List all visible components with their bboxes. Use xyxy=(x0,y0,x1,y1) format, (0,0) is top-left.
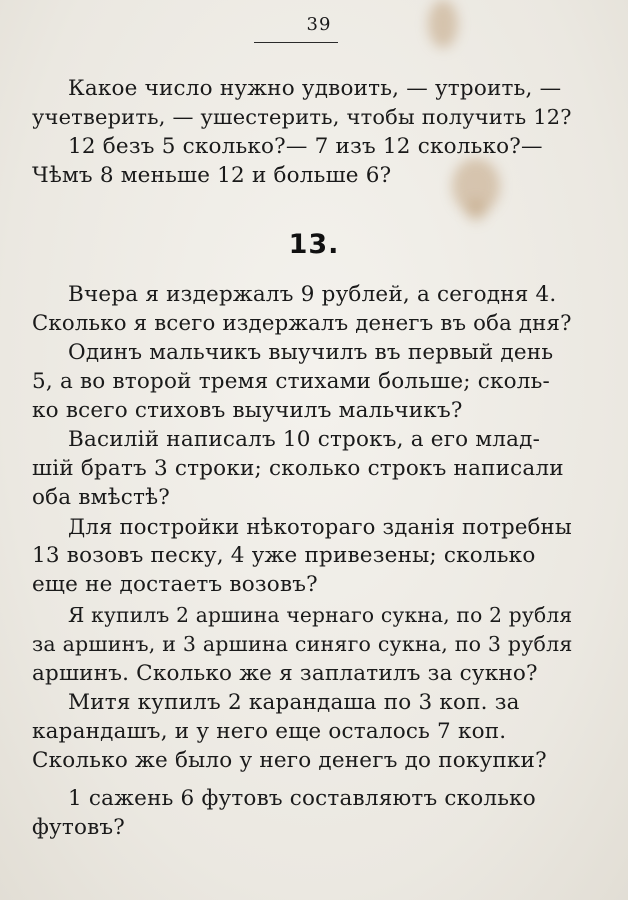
text-line: футовъ? xyxy=(32,815,126,840)
text-line: Сколько я всего издержалъ денегъ въ оба дня? xyxy=(32,311,572,336)
text-line: Василій написалъ 10 строкъ, а его млад- xyxy=(68,427,541,452)
text-line: 12 безъ 5 сколько?— 7 изъ 12 сколько?— xyxy=(68,134,543,159)
text-line: Одинъ мальчикъ выучилъ въ первый день xyxy=(68,340,554,365)
text-line: Вчера я издержалъ 9 рублей, а сегодня 4. xyxy=(68,282,557,307)
text-line: Для постройки нѣкотораго зданія потребны xyxy=(68,514,572,539)
text-line: 13 возовъ песку, 4 уже привезены; сколько xyxy=(32,543,536,568)
text-line: еще не достаетъ возовъ? xyxy=(32,572,318,597)
text-line: Я купилъ 2 аршина чернаго сукна, по 2 рубля xyxy=(68,603,573,627)
text-line: карандашъ, и у него еще осталось 7 коп. xyxy=(32,719,507,744)
text-line: Митя купилъ 2 карандаша по 3 коп. за xyxy=(68,690,520,715)
text-line: за аршинъ, и 3 аршина синяго сукна, по 3 рубля xyxy=(32,632,573,656)
text-line: 1 сажень 6 футовъ составляютъ сколько xyxy=(68,786,536,811)
text-line: Чѣмъ 8 меньше 12 и больше 6? xyxy=(32,163,392,188)
text-line: учетверить, — ушестерить, чтобы получить 12? xyxy=(32,105,572,129)
section-number: 13. xyxy=(288,229,340,260)
header-rule xyxy=(254,42,338,43)
text-line: шій братъ 3 строки; сколько строкъ написали xyxy=(32,456,564,481)
stain xyxy=(466,200,486,222)
text-line: ко всего стиховъ выучилъ мальчикъ? xyxy=(32,398,463,423)
text-line: аршинъ. Сколько же я заплатилъ за сукно? xyxy=(32,661,538,686)
text-line: Сколько же было у него денегъ до покупки? xyxy=(32,748,547,773)
text-line: оба вмѣстѣ? xyxy=(32,485,170,510)
text-line: 5, а во второй тремя стихами больше; сколь- xyxy=(32,369,550,394)
text-line: Какое число нужно удвоить, — утроить, — xyxy=(68,76,562,101)
page-number: 39 xyxy=(306,14,332,35)
